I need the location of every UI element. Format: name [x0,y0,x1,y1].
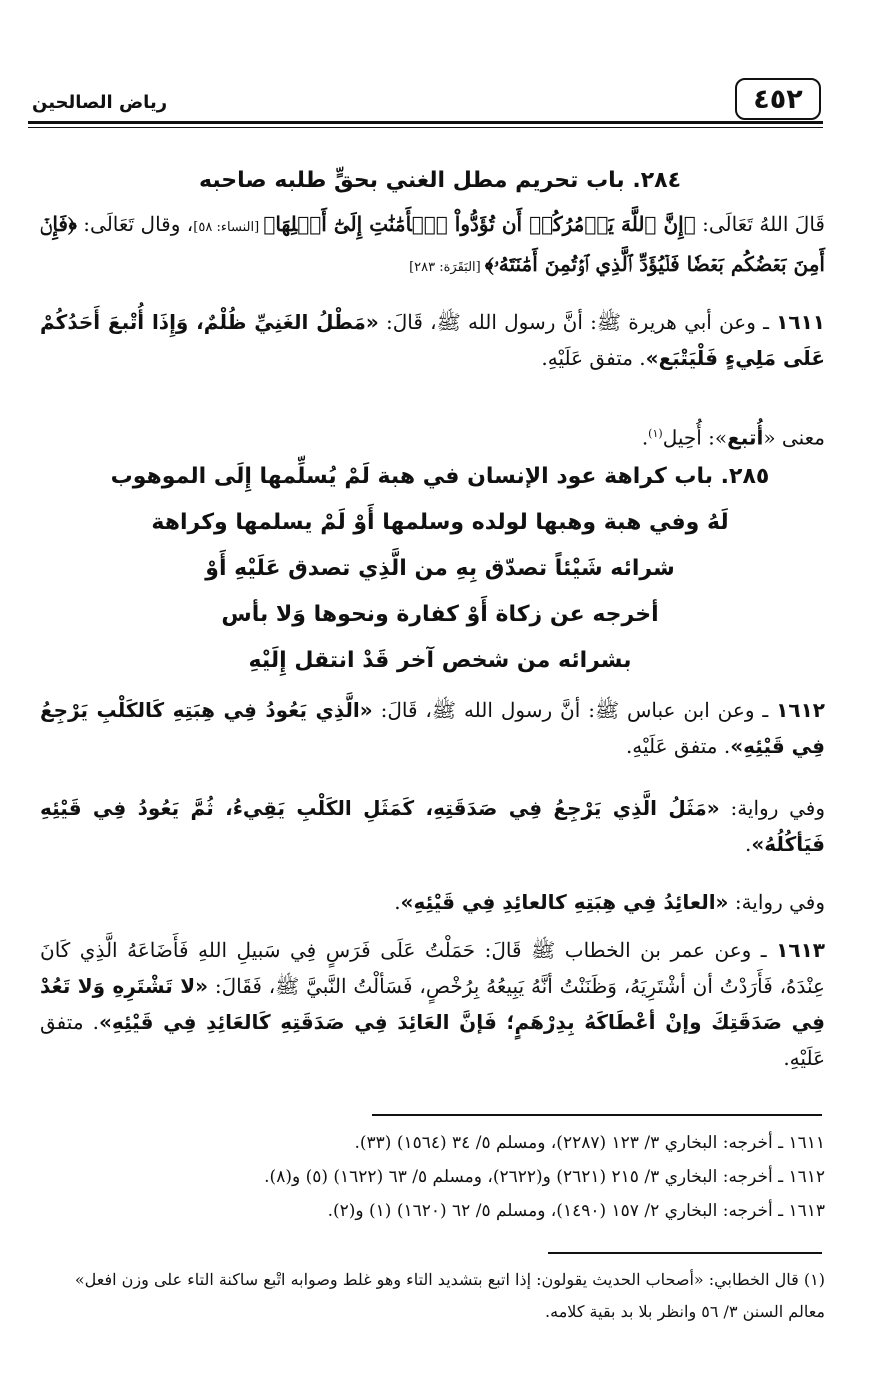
hadith-text: «مَطْلُ الغَنِيِّ ظُلْمٌ، وَإِذَا أُتْبعَ أَحَدُكُمْ عَلَى مَلِيءٍ فَلْيَتْبَع» [40,310,825,370]
takhrij-notes [40,1126,825,1228]
chapter-285-heading-line-1: ٢٨٥. باب كراهة عود الإنسان في هبة لَمْ يُسلِّمها إِلَى الموهوب [110,464,770,489]
riwaya-label: وفي رواية: [728,890,825,914]
riwaya-end: . [394,890,401,914]
hadith-number: ١٦١١ [776,310,825,334]
riwaya-2 [40,884,825,920]
takhrij-rule [372,1114,822,1116]
takhrij-1611: ١٦١١ ـ أخرجه: البخاري ٣/ ١٢٣ (٢٢٨٧)، ومسلم ٥/ ٣٤ (١٥٦٤) (٣٣). [354,1133,825,1153]
word-meaning [40,416,825,456]
intro-text: قَالَ اللهُ تَعَالَى: [695,212,825,236]
intro-text: ، وقال تَعَالَى: [76,212,194,236]
hadith-number: ١٦١٣ [776,938,825,962]
hadith-text: «لا تَشْتَرِهِ وَلا تَعُدْ فِي صَدَقَتِكَ وإنْ أعْطَاكَهُ بِدِرْهَمٍ؛ فَإنَّ العَائِدَ فِي صَدَقَتِهِ كَالعَائِدِ فِي قَيْئِهِ» [40,974,825,1034]
hadith-1612 [40,692,825,764]
header-rule [28,121,823,124]
riwaya-text: «العائِدُ فِي هِبَتِهِ كالعائِدِ فِي قَيْئِهِ» [400,890,729,914]
chapter-285-heading-line-3: شرائه شَيْئاً تصدّق بِهِ من الَّذِي تصدق عَلَيْهِ أَوْ [205,556,675,581]
chapter-285-heading-line-4: أخرجه عن زكاة أَوْ كفارة ونحوها وَلا بأس [221,602,659,627]
hadith-text: «الَّذِي يَعُودُ فِي هِبَتِهِ كَالكَلْبِ يَرْجِعُ فِي قَيْئِهِ» [40,698,825,758]
chapter-285-heading-line-5: بشرائه من شخص آخر قَدْ انتقل إِلَيْهِ [248,648,632,673]
quran-verse: ﴿فَإِنۡ أَمِنَ بَعۡضُكُم بَعۡضٗا فَلۡيُؤَدِّ ٱلَّذِي ٱؤۡتُمِنَ أَمَٰنَتَهُۥ﴾ [40,212,825,276]
meaning-word: أُتبع [727,425,764,450]
takhrij-1613: ١٦١٣ ـ أخرجه: البخاري ٢/ ١٥٧ (١٤٩٠)، ومسلم ٥/ ٦٢ (١٦٢٠) (١) و(٢). [327,1201,825,1221]
hadith-number: ١٦١٢ [776,698,825,722]
hadith-chain: ـ وعن عمر بن الخطاب ﷺ قَالَ: حَمَلْتُ عَلَى فَرَسٍ فِي سَبيلِ اللهِ فَأَضَاعَهُ الَّذِي كَانَ عِنْدَهُ، فَأَرَدْتُ أن أشْتَرِيَهُ، وَظَنَنْتُ أنَّهُ يَبِيعُهُ بِرُخْصٍ، فَسَألْتُ النَّبيَّ ﷺ، فَقَالَ: [40,938,825,998]
page-number: ٤٥٢ [735,78,821,120]
chapter-284-intro [40,206,825,286]
running-title: رياض الصالحين [32,92,168,113]
riwaya-text: «مَثَلُ الَّذِي يَرْجِعُ فِي صَدَقَتِهِ، كَمَثَلِ الكَلْبِ يَقِيءُ، ثُمَّ يَعُودُ فِي قَيْئِهِ فَيَأكُلُهُ» [40,796,825,856]
footnote-marker: (١) [648,427,663,440]
hadith-grade: . متفق عَلَيْهِ. [625,734,731,758]
verse-reference: [البَقَرَة: ٢٨٣] [409,260,485,275]
hadith-1611 [40,304,825,376]
hadith-grade: . متفق عَلَيْهِ. [541,346,646,370]
header-rule-thin [28,127,823,128]
verse-reference: [النساء: ٥٨] [193,220,264,235]
meaning-label: معنى « [763,425,825,450]
hadith-1613 [40,932,825,1076]
chapter-285-heading-line-2: لَهُ وفي هبة وهبها لولده وسلمها أَوْ لَمْ يسلمها وكراهة [151,510,729,535]
riwaya-1 [40,790,825,862]
hadith-chain: ـ وعن أبي هريرة ﷺ: أنَّ رسول الله ﷺ، قَالَ: [378,310,777,334]
hadith-chain: ـ وعن ابن عباس ﷺ: أنَّ رسول الله ﷺ، قَالَ: [372,698,777,722]
chapter-284-heading: ٢٨٤. باب تحريم مطل الغني بحقٍّ طلبه صاحبه [198,168,682,193]
quran-verse: ﴿إِنَّ ٱللَّهَ يَأۡمُرُكُمۡ أَن تُؤَدُّواْ ٱلۡأَمَٰنَٰتِ إِلَىٰٓ أَهۡلِهَا﴾ [263,212,696,236]
footnote-rule [548,1252,822,1254]
hadith-grade: . متفق عَلَيْهِ. [40,1010,825,1070]
meaning-text: »: أُحِيل [662,425,728,450]
meaning-end: . [641,425,649,450]
takhrij-1612: ١٦١٢ ـ أخرجه: البخاري ٣/ ٢١٥ (٢٦٢١) و(٢٦٢٢)، ومسلم ٥/ ٦٣ (١٦٢٢) (٥) و(٨). [264,1167,825,1187]
riwaya-label: وفي رواية: [719,796,825,820]
footnote-1: (١) قال الخطابي: «أصحاب الحديث يقولون: إذا اتبع بتشديد التاء وهو غلط وصوابه اتْبع ساكنة التاء على وزن افعل» معالم السنن ٣/ ٥٦ وانظر بلا بد بقية كلامه. [74,1270,825,1321]
riwaya-end: . [745,832,752,856]
